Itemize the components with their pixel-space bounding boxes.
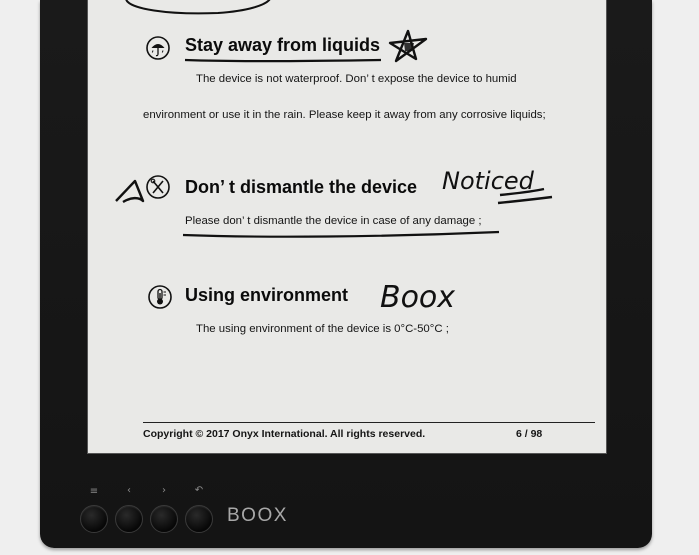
environment-text-line-1: The using environment of the device is 0°C-50°C ; (196, 323, 449, 335)
handwritten-star-icon (386, 29, 432, 63)
section-heading-liquids: Stay away from liquids (185, 35, 381, 55)
dismantle-text-line-1: Please don’ t dismantle the device in case of any damage ; (185, 215, 482, 227)
previous-glyph: ‹ (127, 485, 131, 496)
menu-button[interactable] (80, 505, 108, 533)
back-button[interactable] (185, 505, 213, 533)
svg-text:Boox: Boox (380, 280, 456, 315)
liquids-text-line-1: The device is not waterproof. Don’ t expose the device to humid (196, 73, 517, 85)
previous-page-button[interactable] (115, 505, 143, 533)
next-glyph: › (162, 485, 166, 496)
handwritten-underline-dismantle (183, 229, 503, 239)
no-tools-icon (146, 175, 170, 199)
eink-screen[interactable] (87, 0, 607, 454)
handwritten-noticed (440, 163, 560, 213)
section-heading-dismantle: Don’ t dismantle the device (185, 177, 418, 197)
handwritten-underline-liquids (185, 58, 385, 64)
section-heading-environment: Using environment (185, 285, 349, 305)
umbrella-rain-icon (146, 36, 170, 60)
menu-glyph: ≡ (89, 486, 99, 497)
liquids-text-line-2: environment or use it in the rain. Please keep it away from any corrosive liquids; (143, 109, 546, 121)
next-page-button[interactable] (150, 505, 178, 533)
thermometer-icon (148, 285, 172, 309)
handwritten-boox (378, 277, 468, 317)
footer-page-number: 6 / 98 (516, 428, 543, 440)
footer-divider (143, 422, 595, 423)
back-glyph: ↶ (194, 485, 204, 496)
footer-copyright: Copyright © 2017 Onyx International. All rights reserved. (143, 428, 426, 440)
handwritten-loop-fragment (88, 0, 606, 19)
ereader-device (40, 0, 652, 548)
boox-logo: BOOX (227, 505, 288, 526)
svg-text:Noticed: Noticed (442, 167, 534, 195)
